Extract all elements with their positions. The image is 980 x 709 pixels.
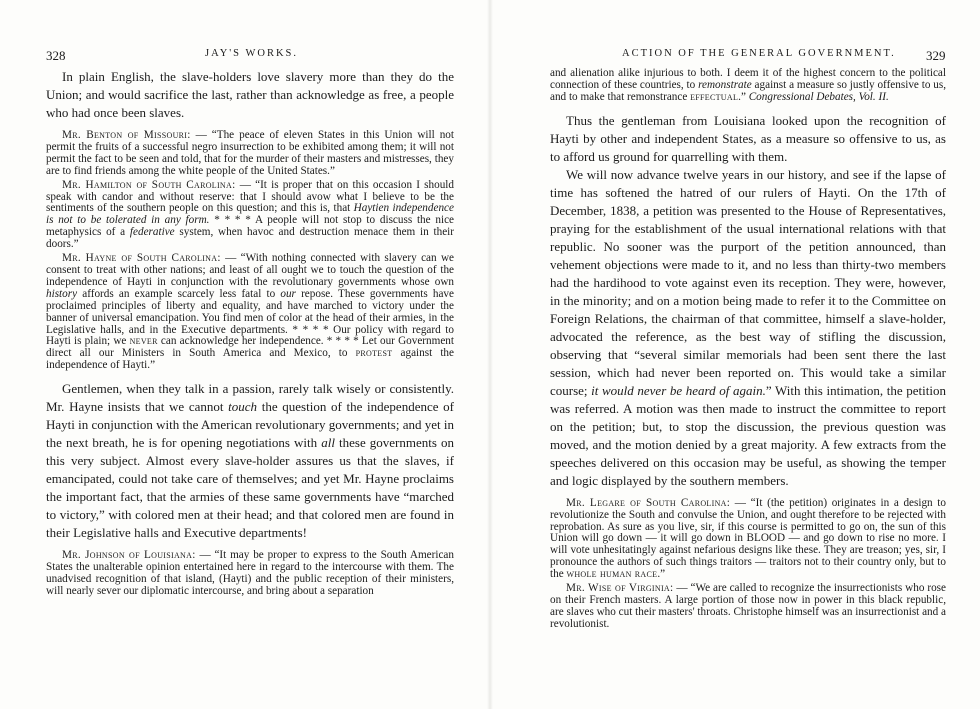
quote-continuation: and alienation alike injurious to both. I deem it of the highest concern to the political connection of these countries, to remonstrate against a measure so justly offensive to us, and to make that remonstrance effectual.” Congressional Debates, Vol. II. <box>550 67 946 103</box>
quote-legare: Mr. Legare of South Carolina: — “It (the petition) originates in a design to revolutionize the South and convulse the Union, and ought therefore to be rejected with reprobation. As sure as you live, sir, if this course is permitted to go on, the sun of this Union will go down — it will go down in BLOOD — and go down to rise no more. I will vote unhesitatingly against nefarious designs like these. They are treason; yes, sir, I pronounce the authors of such things traitors — traitors not to their country only, but to the whole human race.” <box>550 496 947 581</box>
paragraph: Thus the gentleman from Louisiana looked upon the recognition of Hayti by other and independent States, as a measure so offensive to us, as to afford us ground for quarrelling with them. <box>550 112 946 164</box>
right-running-head: ACTION OF THE GENERAL GOVERNMENT. <box>622 48 896 59</box>
quote-benton: Mr. Benton of Missouri: — “The peace of eleven States in this Union will not permit the fruits of a successful negro insurrection to be exhibited among them; it will not permit the fact to be seen and told, that for the murder of their masters and mistresses, they are to find friends among the white people of the United States.” <box>46 129 454 177</box>
speaker: Mr. Wise of Virginia: <box>566 582 674 595</box>
speaker: Mr. Hamilton of South Carolina: <box>62 178 236 191</box>
speaker: Mr. Hayne of South Carolina: <box>62 252 221 265</box>
speaker: Mr. Johnson of Louisiana: <box>62 549 196 562</box>
right-text-column <box>550 68 946 631</box>
speaker: Mr. Legare of South Carolina: <box>566 496 731 509</box>
paragraph: Gentlemen, when they talk in a passion, rarely talk wisely or consistently. Mr. Hayne insists that we cannot touch the question of the independence of Hayti in conjunction with the American revolutionary governments; and yet in the next breath, he is for opening negotiations with all these governments on this very subject. Almost every slave-holder assures us that the slaves, if emancipated, could not take care of themselves; and yet Mr. Hayne proclaims the important fact, that the armies of these same governments have “marched to victory,” with colored men at their head; and that colored men are found in their Legislative halls and Executive departments! <box>46 381 454 541</box>
citation: Congressional Debates, Vol. II. <box>748 90 889 103</box>
left-page-number: 328 <box>46 48 66 63</box>
paragraph: In plain English, the slave-holders love slavery more than they do the Union; and would sacrifice the last, rather than acknowledge as free, a people who had once been slaves. <box>46 69 454 120</box>
page-gutter <box>487 0 493 709</box>
quote-johnson: Mr. Johnson of Louisiana: — “It may be proper to express to the South American States the unalterable opinion entertained here in regard to the intercourse with them. The unadvised recognition of that island, (Hayti) and the public reception of their ministers, will nearly sever our diplomatic intercourse, and bring about a separation <box>46 549 454 597</box>
quote-hayne: Mr. Hayne of South Carolina: — “With nothing connected with slavery can we consent to treat with other nations; and least of all ought we to touch the question of the independence of Hayti in conjunction with the revolutionary governments whose own history affords an example scarcely less fatal to our repose. These governments have proclaimed principles of liberty and equality, and have marched to victory under the banner of universal emancipation. You find men of color at the head of their armies, in the Legislative halls, and in the Executive departments. * * * * Our policy with regard to Hayti is plain; we never can acknowledge her independence. * * * * Let our Government direct all our Ministers in South America and Mexico, to protest against the independence of Hayti.” <box>46 252 455 372</box>
right-page-number: 329 <box>926 48 946 63</box>
quote-hamilton: Mr. Hamilton of South Carolina: — “It is proper that on this occasion I should speak with candor and without reserve: that I should avow what I believe to be the sentiments of the southern people on this question; and this is, that Haytien independence is not to be tolerated in any form. * * * * A people will not stop to discuss the nice metaphysics of a federative system, when havoc and destruction menace them in their doors.” <box>46 178 455 251</box>
quote-wise: Mr. Wise of Virginia: — “We are called to recognize the insurrectionists who rose on their French masters. A large portion of those now in power in this black republic, are slaves who cut their masters' throats. Christophe himself was an insurrectionist and a revolutionist. <box>550 582 947 630</box>
left-running-head: JAY'S WORKS. <box>205 48 298 59</box>
speaker: Mr. Benton of Missouri: <box>62 129 191 141</box>
left-text-column <box>46 68 454 598</box>
paragraph: We will now advance twelve years in our history, and see if the lapse of time has softened the hatred of our rulers of Hayti. On the 17th of December, 1838, a petition was presented to the House of Representatives, praying for the establishment of the usual international relations with that republic. No sooner was the purport of the petition announced, than vehement objections were made to it, and no less than thirty-two members had the hardihood to vote against even its reception. They were, however, in the minority; and on a motion being made to refer it to the Committee on Foreign Relations, the chairman of that committee, himself a slave-holder, advocated the reference, as the best way of stifling the discussion, observing that “several similar memorials had been sent there the last session, which had never been reported on. This would take a similar course; it would never be heard of again.” With this intimation, the petition was referred. A motion was then made to instruct the committee to report on the petition; but, to stop the discussion, the previous question was moved, and the motion denied by a great majority. A few extracts from the speeches delivered on this occasion may be useful, as showing the temper and logic displayed by the southern members. <box>550 166 946 488</box>
